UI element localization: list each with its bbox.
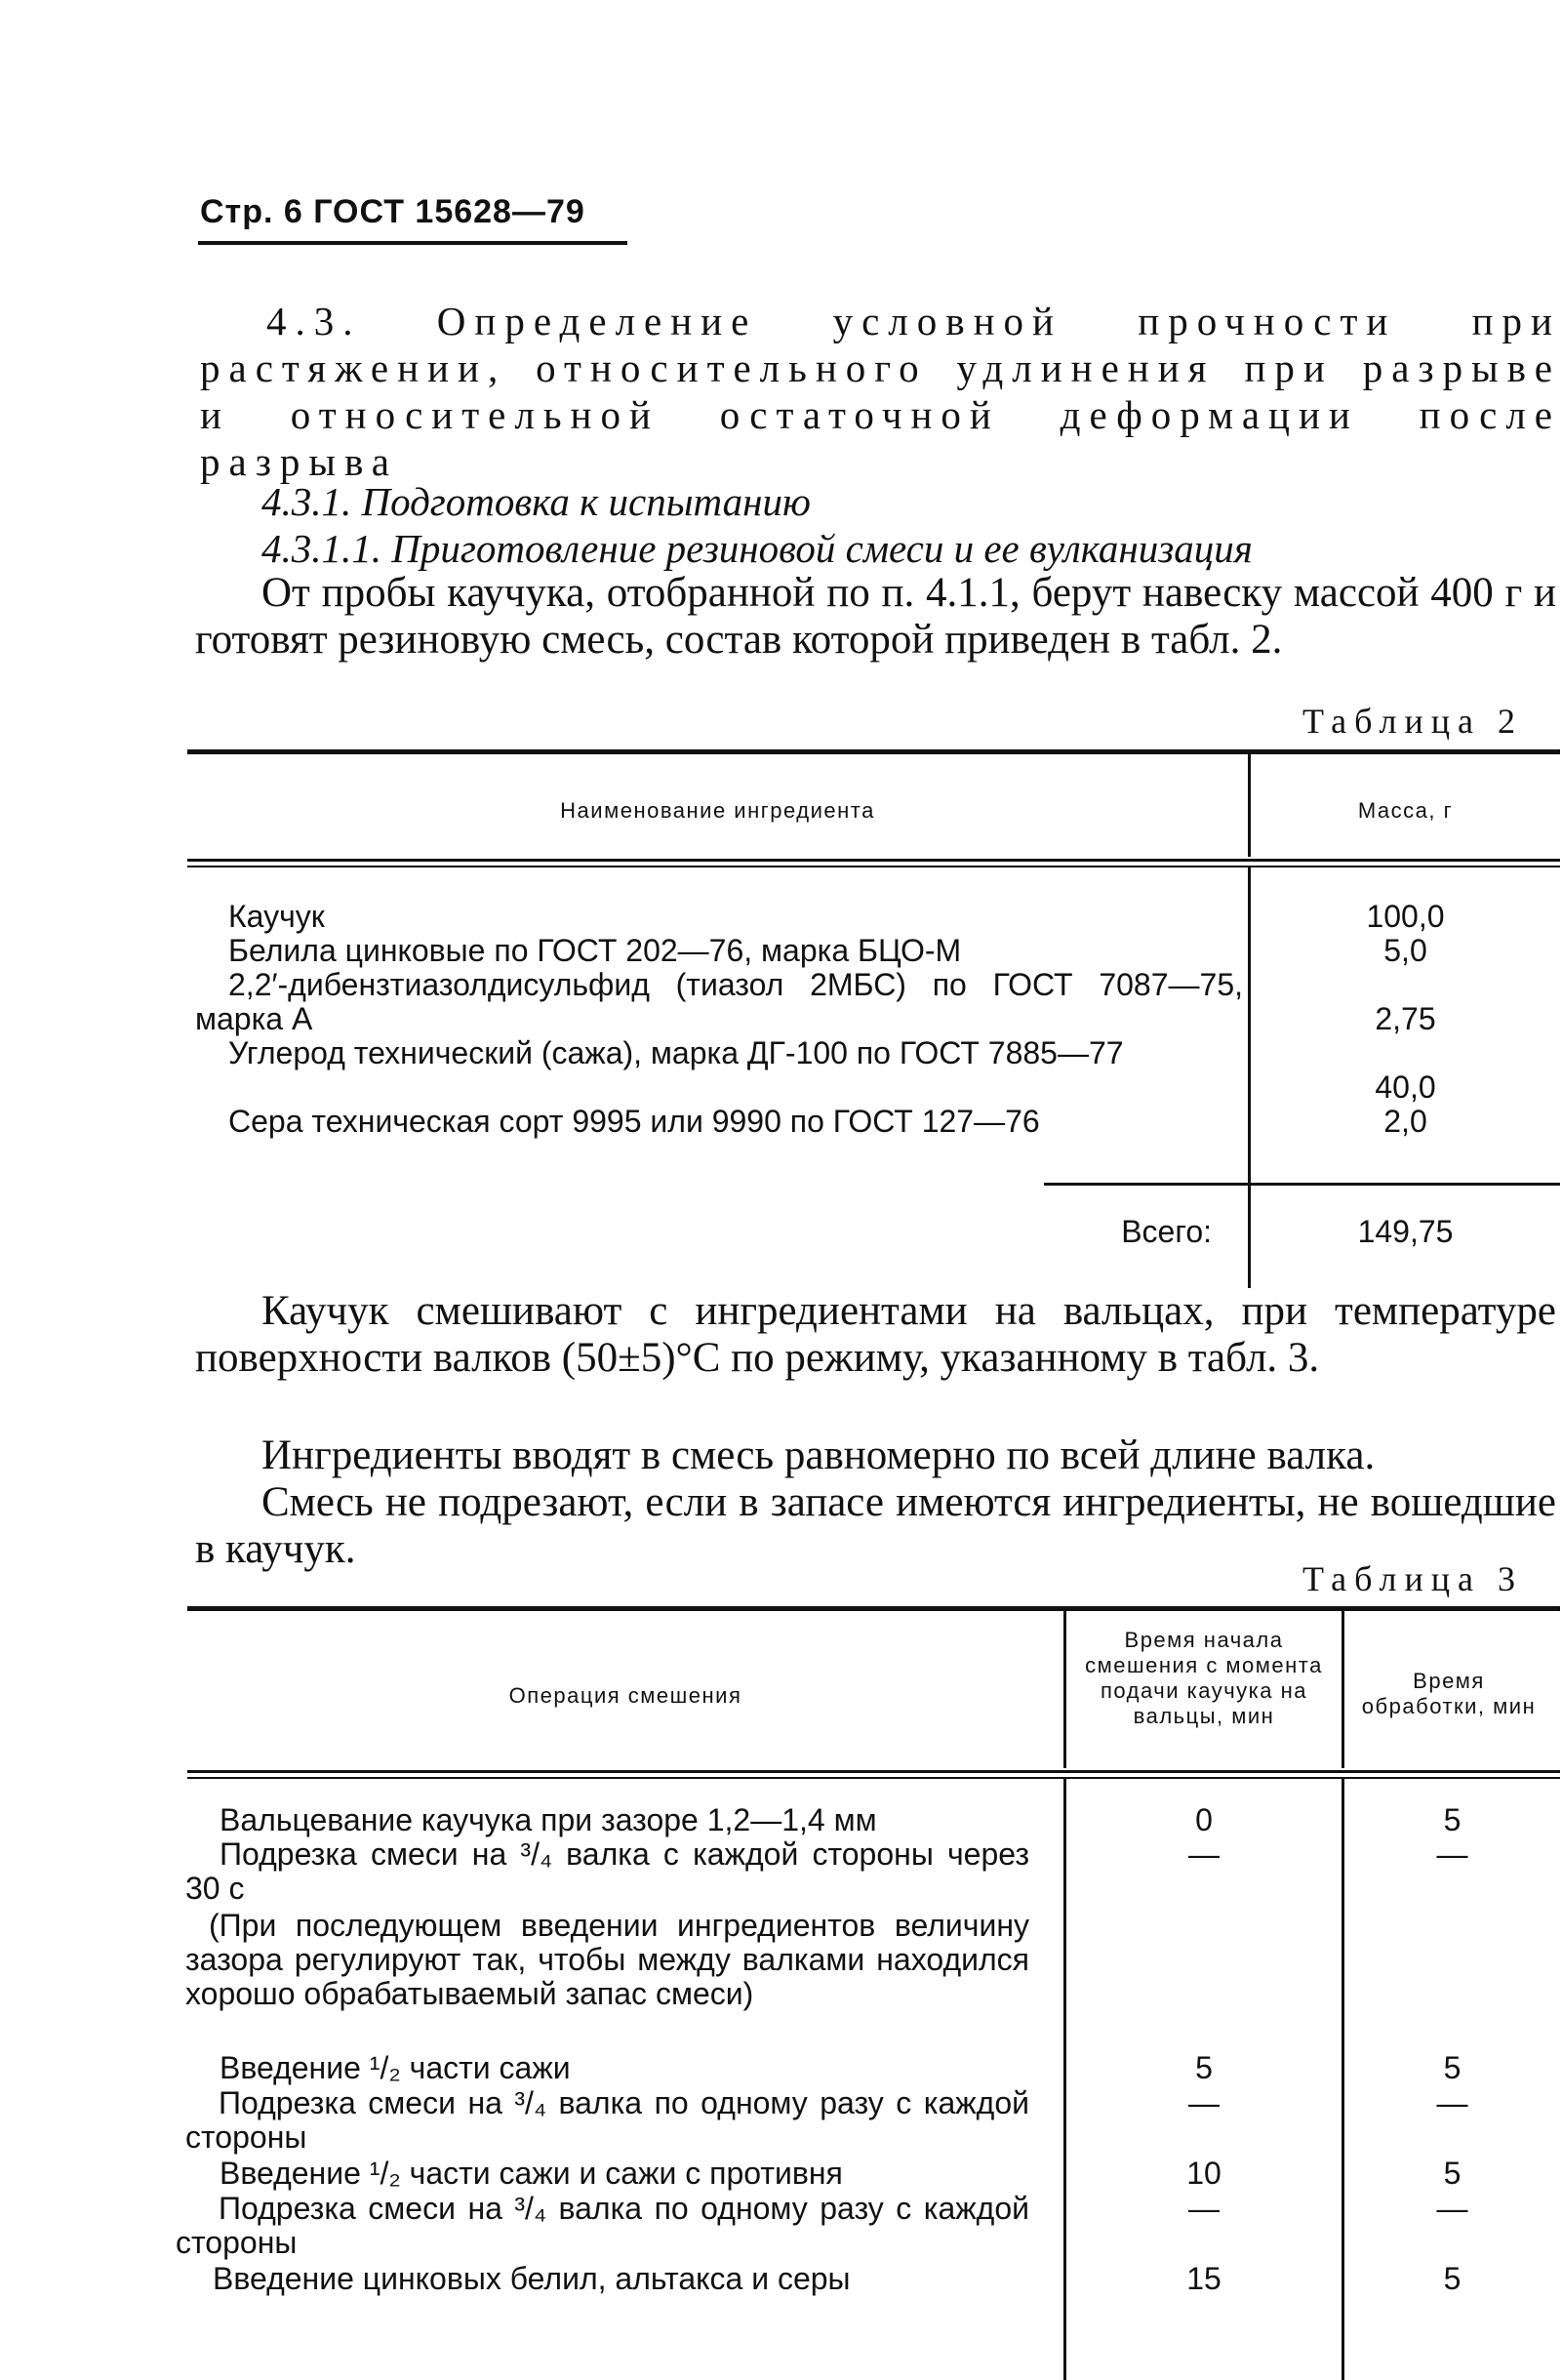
table2-row-mass: 5,0 xyxy=(1383,933,1427,968)
table2-row-name: Углерод технический (сажа), марка ДГ-100 по ГОСТ 7885—77 xyxy=(228,1035,1124,1070)
subsection-4-3-1 xyxy=(261,478,811,525)
table3-row-start: 15 xyxy=(1186,2261,1222,2296)
table3-header-operation: Операция смешения xyxy=(508,1683,742,1708)
header-rule xyxy=(198,241,627,245)
table3-row-time: 5 xyxy=(1443,2050,1462,2085)
paragraph-sample: От пробы каучука, отобранной по п. 4.1.1, берут навеску массой 400 г и готовят резиновую смесь, состав которой приведен в табл. 2. xyxy=(195,570,1556,663)
table3-row-time: 5 xyxy=(1443,2156,1462,2191)
table3-row-time: — xyxy=(1436,1836,1468,1872)
table2-row-mass: 40,0 xyxy=(1375,1069,1436,1105)
table3-row-start: 5 xyxy=(1195,2050,1213,2085)
table2-top-rule xyxy=(187,749,1560,754)
table3-row-time: — xyxy=(1436,2191,1468,2226)
table3-row-time: 5 xyxy=(1443,2261,1462,2296)
section-title: 4.3. Определение условной прочности при растяжении, относительного удлинения при разрыве и относительной остаточной деформации после разрыва xyxy=(200,299,1561,484)
table2-row-name: Каучук xyxy=(228,899,325,934)
table3-row-operation: Вальцевание каучука при зазоре 1,2—1,4 мм xyxy=(220,1802,877,1837)
paragraph-cutting: Смесь не подрезают, если в запасе имеются ингредиенты, не вошедшие в каучук. xyxy=(195,1479,1556,1572)
table3-row-start: — xyxy=(1188,2085,1220,2120)
table2-total-value: 149,75 xyxy=(1357,1214,1454,1249)
table2-row-mass: 100,0 xyxy=(1366,899,1445,934)
table3-row-start: — xyxy=(1188,1836,1220,1872)
table3-row-operation: Введение цинковых белил, альтакса и серы xyxy=(213,2261,851,2296)
table3-top-rule xyxy=(187,1606,1560,1611)
paragraph-mixing: Каучук смешивают с ингредиентами на вальцах, при температуре поверхности валков (50±5)°С по режиму, указанному в табл. 3. xyxy=(195,1288,1556,1381)
table2-row-name: 2,2′-дибензтиазолдисульфид (тиазол 2МБС) по ГОСТ 7087—75, марка А xyxy=(195,967,1243,1036)
subsection-4-3-1-1 xyxy=(261,525,1253,572)
table3-header-divider-2 xyxy=(1342,1610,1344,1768)
subsection-4-3-1-1-text: 4.3.1.1. Приготовление резиновой смеси и ее вулканизация xyxy=(261,526,1253,571)
running-header: Стр. 6 ГОСТ 15628—79 xyxy=(200,193,585,230)
table3-row-operation: Введение ¹/₂ части сажи и сажи с противня xyxy=(220,2156,843,2191)
table3-header-time: Время обработки, мин xyxy=(1361,1669,1537,1718)
table3-row-start: 10 xyxy=(1186,2156,1222,2191)
subsection-4-3-1-text: 4.3.1. Подготовка к испытанию xyxy=(261,479,811,524)
table3-row-time: 5 xyxy=(1443,1802,1462,1837)
table3-row-start: — xyxy=(1188,2191,1220,2226)
table2-row-name: Белила цинковые по ГОСТ 202—76, марка БЦО-М xyxy=(228,933,962,968)
table3-row-operation: Подрезка смеси на ³/₄ валка с каждой стороны через 30 с xyxy=(185,1836,1029,1906)
table2-header-name: Наименование ингредиента xyxy=(560,798,875,823)
table2-total-rule xyxy=(1044,1183,1560,1186)
table3-caption: Таблица 3 xyxy=(1302,1559,1523,1598)
table2-header-rule xyxy=(187,859,1560,862)
table3-row-operation: Введение ¹/₂ части сажи xyxy=(220,2050,571,2085)
table2-row-mass: 2,75 xyxy=(1375,1001,1436,1036)
table2-caption: Таблица 2 xyxy=(1302,702,1523,741)
paragraph-ingredients: Ингредиенты вводят в смесь равномерно по всей длине валка. xyxy=(261,1432,1376,1478)
table2-total-label: Всего: xyxy=(1121,1214,1212,1249)
table3-row-note: (При последующем введении ингредиентов величину зазора регулируют так, чтобы между валками находился хорошо обрабатываемый запас смеси) xyxy=(185,1908,1029,2011)
table3-header-start: Время начала смешения с момента подачи каучука на вальцы, мин xyxy=(1085,1628,1323,1728)
table3-row-operation: Подрезка смеси на ³/₄ валка по одному разу с каждой стороны xyxy=(176,2191,1029,2260)
table2-row-name: Сера техническая сорт 9995 или 9990 по ГОСТ 127—76 xyxy=(228,1104,1040,1139)
table3-header-rule xyxy=(187,1770,1560,1773)
table3-header-divider-1 xyxy=(1063,1610,1066,1768)
table2-row-mass: 2,0 xyxy=(1383,1104,1427,1139)
table3-row-operation: Подрезка смеси на ³/₄ валка по одному разу с каждой стороны xyxy=(185,2085,1029,2155)
table2-header-mass: Масса, г xyxy=(1357,798,1454,823)
table3-row-time: — xyxy=(1436,2085,1468,2120)
table3-row-start: 0 xyxy=(1195,1802,1213,1837)
